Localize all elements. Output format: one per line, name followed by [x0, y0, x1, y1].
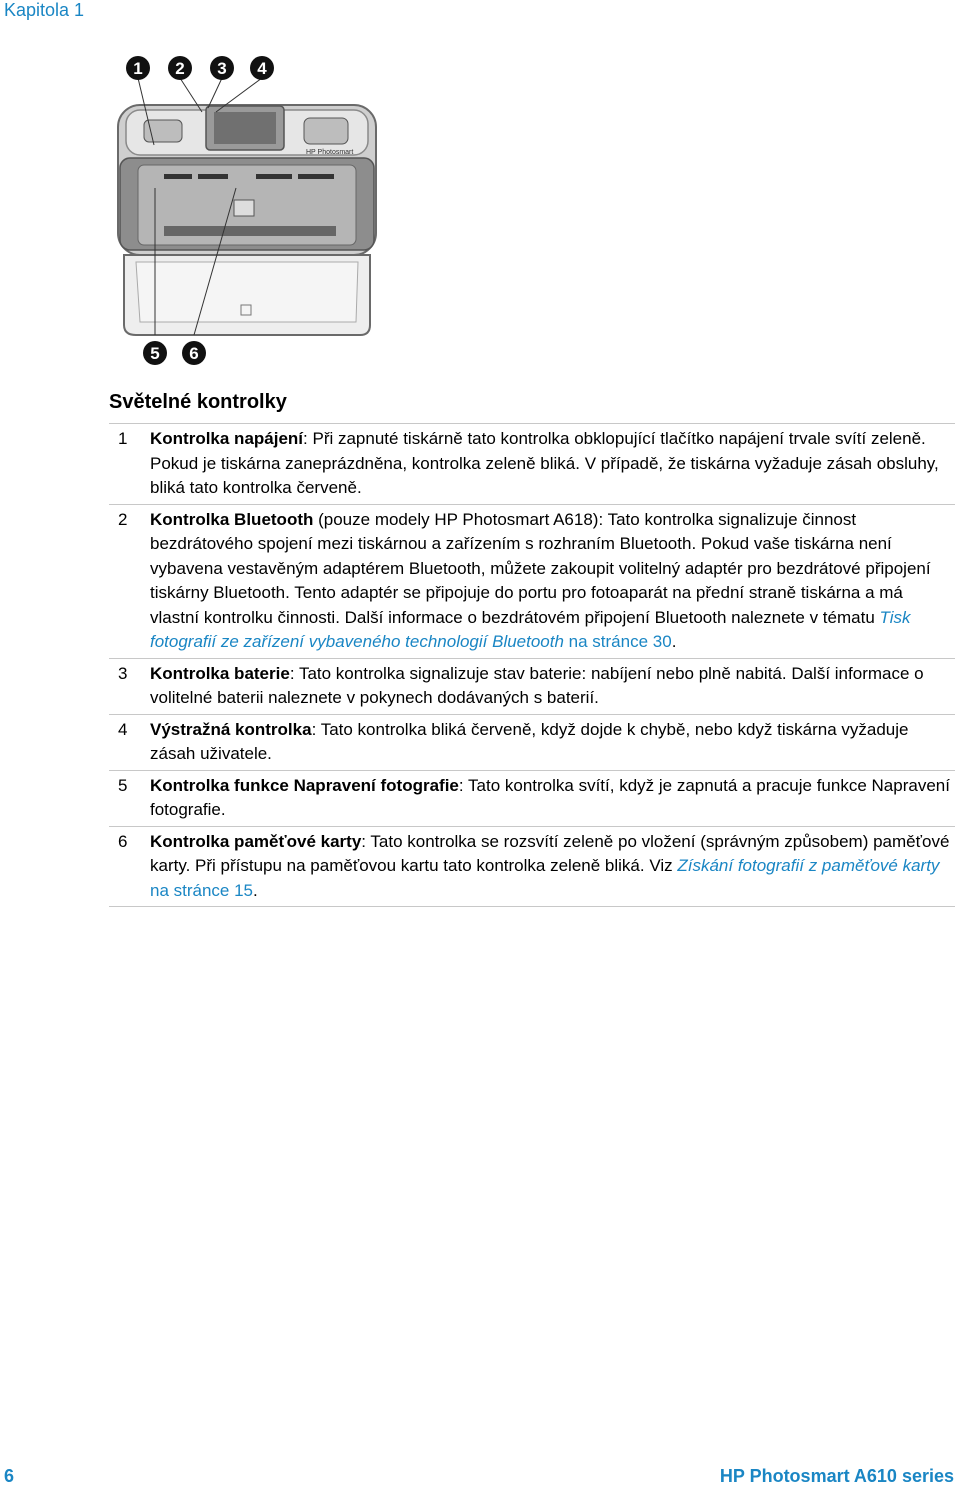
item-description	[150, 826, 955, 907]
item-number: 4	[118, 719, 128, 739]
chapter-header: Kapitola 1	[4, 0, 85, 20]
item-description	[150, 658, 955, 714]
item-text: : Tato kontrolka signalizuje stav baterie: nabíjení nebo plně nabitá. Další informace o volitelné baterii naleznete v pokynech dodávaných s baterií.	[150, 663, 924, 707]
item-number: 3	[118, 663, 128, 683]
item-tail: .	[253, 880, 258, 900]
item-term: Kontrolka paměťové karty	[150, 831, 362, 851]
table-row	[109, 424, 955, 505]
callout-1	[126, 56, 150, 80]
svg-text:2: 2	[175, 59, 185, 78]
item-text: : Tato kontrolka se rozsvítí zeleně po vložení (správným způsobem) paměťové karty. Při přístupu na paměťovou kartu tato kontrolka zeleně bliká. Viz	[150, 831, 950, 875]
memory-card-page-link[interactable]: na stránce 15	[150, 880, 254, 900]
item-term: Kontrolka Bluetooth	[150, 509, 314, 529]
callout-2	[168, 56, 192, 80]
bluetooth-page-link[interactable]: na stránce 30	[563, 632, 672, 651]
svg-text:6: 6	[189, 344, 199, 363]
table-row	[109, 826, 955, 907]
item-number: 2	[118, 509, 128, 529]
svg-text:4: 4	[257, 59, 267, 78]
table-row	[109, 658, 955, 714]
item-text: : Při zapnuté tiskárně tato kontrolka obklopující tlačítko napájení trvale svítí zeleně. Pokud je tiskárna zaneprázdněna, kontrolka zeleně bliká. V případě, že tiskárna vyžaduje zásah obsluhy, bliká tato kontrolka červeně.	[150, 429, 939, 497]
item-text: : Tato kontrolka svítí, když je zapnutá a pracuje funkce Napravení fotografie.	[150, 775, 950, 819]
item-text: : Tato kontrolka bliká červeně, když dojde k chybě, nebo když tiskárna vyžaduje zásah uživatele.	[150, 719, 909, 763]
callout-5	[143, 341, 167, 365]
item-term: Kontrolka funkce Napravení fotografie	[150, 775, 459, 795]
item-text: (pouze modely HP Photosmart A618): Tato kontrolka signalizuje činnost bezdrátového spojení mezi tiskárnou a zařízením s rozhraním Bluetooth. Pokud vaše tiskárna není vybavena vestavěným adaptérem Bluetooth, můžete zakoupit volitelný adaptér pro bezdrátové připojení tiskárny Bluetooth. Tento adaptér se připojuje do portu pro fotoaparát na přední straně tiskárna a má vlastní kontrolku činnosti. Další informace o bezdrátovém připojení Bluetooth naleznete v tématu	[150, 509, 931, 627]
lights-table	[109, 423, 955, 907]
item-description	[150, 424, 955, 505]
item-number: 6	[118, 831, 128, 851]
table-row	[109, 714, 955, 770]
printer-illustration	[108, 50, 383, 370]
item-term: Výstražná kontrolka	[150, 719, 312, 739]
callout-3	[210, 56, 234, 80]
item-term: Kontrolka baterie	[150, 663, 290, 683]
svg-text:1: 1	[133, 59, 143, 78]
svg-text:HP Photosmart: HP Photosmart	[306, 149, 354, 156]
item-description	[150, 770, 955, 826]
callout-6	[182, 341, 206, 365]
svg-text:5: 5	[150, 344, 160, 363]
page-number: 6	[4, 1466, 15, 1486]
callout-4	[250, 56, 274, 80]
item-number: 1	[118, 429, 128, 448]
section-title: Světelné kontrolky	[109, 391, 287, 413]
item-number: 5	[118, 775, 128, 795]
item-term: Kontrolka napájení	[150, 429, 304, 448]
memory-card-link[interactable]: Získání fotografií z paměťové karty	[677, 856, 940, 875]
footer-product-title: HP Photosmart A610 series	[719, 1466, 954, 1486]
table-row	[109, 770, 955, 826]
svg-text:3: 3	[217, 59, 227, 78]
item-tail: .	[671, 632, 677, 651]
bluetooth-printing-link[interactable]: Tisk fotografií ze zařízení vybaveného technologií Bluetooth	[150, 607, 911, 651]
table-row	[109, 504, 955, 658]
item-description	[150, 504, 955, 658]
item-description	[150, 714, 955, 770]
